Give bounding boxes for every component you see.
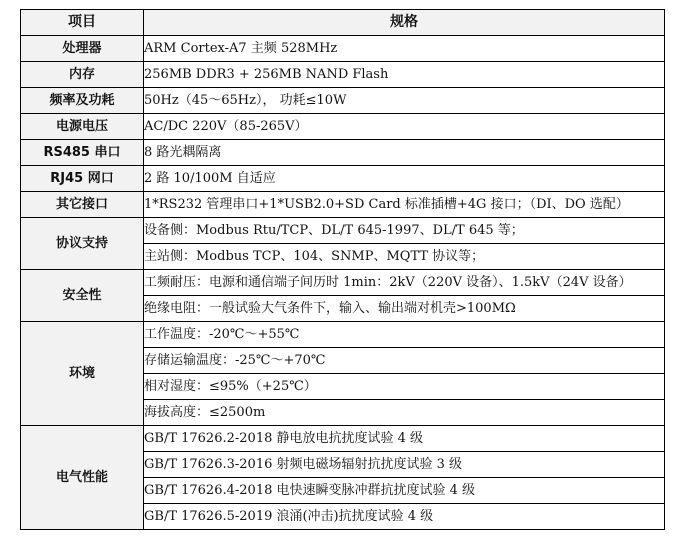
spec-table xyxy=(20,9,665,530)
row-label-power: 频率及功耗 xyxy=(21,88,144,114)
table-row xyxy=(21,140,665,166)
row-value-safety-insulation: 绝缘电阻：一般试验大气条件下，输入、输出端对机壳>100MΩ xyxy=(144,296,665,322)
row-label-supply: 电源电压 xyxy=(21,114,144,140)
table-row xyxy=(21,62,665,88)
row-value-emc-surge: GB/T 17626.5-2019 浪涌(冲击)抗扰度试验 4 级 xyxy=(144,504,665,530)
row-value-cpu: ARM Cortex-A7 主频 528MHz xyxy=(144,36,665,62)
row-value-env-altitude: 海拔高度：≤2500m xyxy=(144,400,665,426)
row-value-rj45: 2 路 10/100M 自适应 xyxy=(144,166,665,192)
row-value-rs485: 8 路光耦隔离 xyxy=(144,140,665,166)
row-value-safety-voltage: 工频耐压：电源和通信端子间历时 1min：2kV（220V 设备）、1.5kV（24V 设备） xyxy=(144,270,665,296)
row-value-emc-esd: GB/T 17626.2-2018 静电放电抗扰度试验 4 级 xyxy=(144,426,665,452)
row-value-emc-eft: GB/T 17626.4-2018 电快速瞬变脉冲群抗扰度试验 4 级 xyxy=(144,478,665,504)
table-row xyxy=(21,114,665,140)
row-label-rj45: RJ45 网口 xyxy=(21,166,144,192)
row-value-supply: AC/DC 220V（85-265V） xyxy=(144,114,665,140)
row-value-env-storage-temp: 存储运输温度：-25℃～+70℃ xyxy=(144,348,665,374)
row-label-safety: 安全性 xyxy=(21,270,144,322)
row-label-rs485: RS485 串口 xyxy=(21,140,144,166)
row-label-emc: 电气性能 xyxy=(21,426,144,530)
row-value-protocol-master: 主站侧：Modbus TCP、104、SNMP、MQTT 协议等； xyxy=(144,244,665,270)
table-row xyxy=(21,270,665,296)
header-spec: 规格 xyxy=(144,10,665,36)
table-row xyxy=(21,322,665,348)
row-value-memory: 256MB DDR3 + 256MB NAND Flash xyxy=(144,62,665,88)
header-item: 项目 xyxy=(21,10,144,36)
row-value-protocol-device: 设备侧：Modbus Rtu/TCP、DL/T 645-1997、DL/T 645 等； xyxy=(144,218,665,244)
row-value-emc-radiated: GB/T 17626.3-2016 射频电磁场辐射抗扰度试验 3 级 xyxy=(144,452,665,478)
table-row xyxy=(21,192,665,218)
row-value-env-operating-temp: 工作温度：-20℃～+55℃ xyxy=(144,322,665,348)
table-row xyxy=(21,218,665,244)
table-row xyxy=(21,88,665,114)
row-label-memory: 内存 xyxy=(21,62,144,88)
row-label-environment: 环境 xyxy=(21,322,144,426)
row-label-cpu: 处理器 xyxy=(21,36,144,62)
table-row xyxy=(21,426,665,452)
row-label-other-ports: 其它接口 xyxy=(21,192,144,218)
row-label-protocol: 协议支持 xyxy=(21,218,144,270)
row-value-power: 50Hz（45～65Hz）， 功耗≤10W xyxy=(144,88,665,114)
table-row xyxy=(21,166,665,192)
row-value-env-humidity: 相对湿度：≤95%（+25℃） xyxy=(144,374,665,400)
table-header-row xyxy=(21,10,665,36)
row-value-other-ports: 1*RS232 管理串口+1*USB2.0+SD Card 标准插槽+4G 接口；（DI、DO 选配） xyxy=(144,192,665,218)
table-row xyxy=(21,36,665,62)
